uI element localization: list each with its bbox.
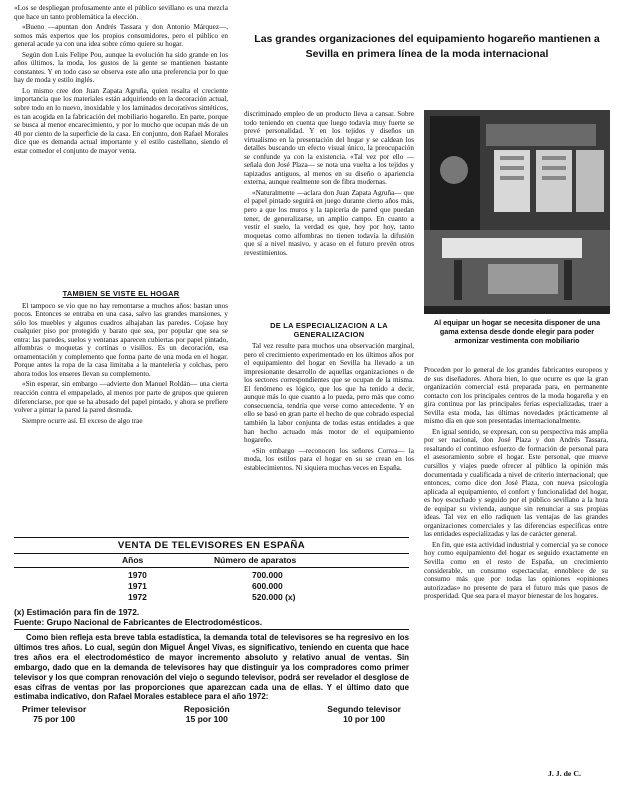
row-year: 1972 bbox=[128, 592, 147, 602]
breakdown-item bbox=[327, 704, 401, 724]
paragraph: Siempre ocurre así. El exceso de algo trae bbox=[22, 416, 143, 425]
row-year: 1971 bbox=[128, 581, 147, 591]
author-signature: J. J. de C. bbox=[548, 769, 581, 778]
breakdown-label: Reposición bbox=[183, 704, 230, 715]
breakdown-value: 15 por 100 bbox=[185, 714, 228, 725]
article-column-left-top bbox=[14, 4, 228, 157]
paragraph: «Bueno —apuntan don Andrés Tassara y don Antonio Márquez—, somos más expertos que los propios consumidores, pero el público en general acude ya con una idea sobre cómo quiere su hogar. bbox=[14, 23, 228, 49]
breakdown-label: Primer televisor bbox=[22, 704, 87, 715]
breakdown-value: 10 por 100 bbox=[343, 714, 386, 725]
row-year: 1970 bbox=[128, 570, 147, 580]
article-column-right bbox=[424, 366, 608, 603]
tv-table-header bbox=[14, 554, 409, 568]
paragraph: En igual sentido, se expresan, con su perspectiva más amplia por ser nacional, don José Plaza y don Andrés Tassara, resaltando el continuo esfuerzo de formación de personal para el asesoramiento sobre el hogar. Este personal, que mueve cursillos y viajes puede ofrecer al público la opinión más documentada y cualificada a nivel de criterio internacional; que entonces, como dice don José Plaza, con nueva psicología aplicada al equipamiento, el confort y funcionalidad del hogar, es hoy escuchado y seguido por el público sevillano a la hora de equipar su vivienda, aunque sin renunciar a sus propias ideas. Tal vez en ello radiquen las ventajas de las grandes organizaciones comerciales y las diferencias específicas entre las entidades especializadas y las de carácter general. bbox=[424, 427, 608, 539]
section-heading: TAMBIEN SE VISTE EL HOGAR bbox=[62, 289, 180, 298]
section-heading: GENERALIZACION bbox=[293, 329, 365, 339]
row-units: 700.000 bbox=[252, 570, 283, 580]
paragraph: «Sin embargo —reconocen los señores Correa— la moda, los estilos para el hogar en su se crean en los establecimientos. Ni siquiera muchas veces en España. bbox=[244, 446, 414, 472]
showroom-photo-icon bbox=[424, 110, 610, 314]
tv-table-title: VENTA DE TELEVISORES EN ESPAÑA bbox=[14, 537, 409, 554]
headline: Las grandes organizaciones del equipamiento hogareño mantienen a Sevilla en primera línea de la moda internacional bbox=[254, 33, 600, 60]
tv-breakdown bbox=[14, 704, 409, 724]
article-column-middle-bottom bbox=[244, 318, 414, 474]
paragraph: discriminado empleo de un producto lleva a cansar. Sobre todo teniendo en cuenta que luego todavía muy fuerte se prevé personalidad. Y en los tejidos y diseños un virtualismo en la presentación del hogar y se caldean los detalles buscando un efecto visual único, la preocupación se confunde ya con la existencia. «Tal vez por ello —señala don José Plaza— se nota una vuelta a los tejidos y tapizados antiguos, al menos en su diseño o apariencia externa, aunque realmente son de fibra modernas. bbox=[244, 110, 414, 187]
breakdown-label: Segundo televisor bbox=[327, 704, 401, 715]
photo-caption: Al equipar un hogar se necesita disponer de una gama extensa desde donde elegir para poder armonizar vestimenta con mobiliario bbox=[433, 318, 601, 345]
paragraph: «Los se despliegan profusamente ante el público sevillano es una mezcla que hace un tanto problemática la elección. bbox=[14, 4, 228, 21]
article-photo bbox=[424, 110, 610, 314]
article-column-middle-top bbox=[244, 110, 414, 259]
tv-commentary: Como bien refleja esta breve tabla estadística, la demanda total de televisores se ha regresivo en los últimos tres años. Lo cual, según don Miguel Ángel Vivas, es significativo, teniendo en cuenta que hace tres años era el electrodoméstico de mayor incremento absoluto y relativo anual de ventas. Sin embargo, dado que en la demanda de televisores hay que distinguir ya los compradores como primer televisor y los que compran renovación del viejo o segundo televisor, podrá ser revelador el desglose de esas cifras de ventas por las proporciones que aparezcan cada una de ellas. Y el último dato que estimaba indicativo, don Rafael Morales establece para el año 1972: bbox=[14, 633, 409, 702]
table-row bbox=[14, 570, 409, 581]
tv-sales-box bbox=[14, 537, 409, 724]
paragraph: «Sin esperar, sin embargo —advierte don Manuel Roldán— una cierta reacción contra el empapelado, al menos por parte de grupos que quieren diferenciarse, por que se ha abusado del papel pintado, y ahora se prefiere volver a pintar la pared la pared desnuda. bbox=[14, 380, 228, 415]
estimate-note: (x) Estimación para fin de 1972. bbox=[14, 607, 140, 617]
source-note: Fuente: Grupo Nacional de Fabricantes de Electrodomésticos. bbox=[14, 617, 409, 630]
paragraph: Lo mismo cree don Juan Zapata Agruña, quien resalta el creciente importancia que los materiales están adquiriendo en la decoración actual, sobre todo en lo nuevo, inoxidable y los laminados decorativos sintéticos, es tan acogida en la fabricación del mobiliario hogareño. En parte, porque se busca al menor encarecimiento, y por lo mucho que ocupan más de un 40 por ciento de la superficie de la casa. En conjunto, don Rafael Morales dice que es demanda actual importante y el estilo castellano, siendo el estar comedor el conjunto de mayor venta. bbox=[14, 86, 228, 155]
table-row bbox=[14, 581, 409, 592]
section-heading: DE LA ESPECIALIZACION A LA bbox=[270, 321, 388, 330]
breakdown-item bbox=[184, 704, 230, 724]
article-column-left-bottom bbox=[14, 286, 228, 427]
header-year: Años bbox=[122, 555, 144, 565]
paragraph: «Naturalmente —aclara don Juan Zapata Agruña— que el papel pintado seguirá en juego durante cierto años más, pero a que los muros y la tapicería de pared que puedan tener, de generalizarse, un amplio campo. En cuanto a vestir el suelo, la verdad es que, hoy por hoy, tanto moquetas como alfombras no tienen todavía la difusión que sí a nivel masivo, y acaso en el futuro prevén otros revestimientos. bbox=[244, 188, 414, 257]
row-units: 600.000 bbox=[252, 581, 283, 591]
breakdown-item bbox=[22, 704, 86, 724]
paragraph: En fin, que esta actividad industrial y comercial ya se conoce hoy como equipamiento del hogar es seguido exactamente en Sevilla como en el resto de España, un crecimiento considerable, un consumo espectacular, ennoblece de su consumo más que por todas las opiniones «opiniones autorizadas» no presente de para el futuro más que pasos de prosperidad. Que sea para el mayor bienestar de los hogares. bbox=[424, 540, 608, 601]
header-units: Número de aparatos bbox=[214, 555, 297, 565]
paragraph: El tampoco se vio que no hay remontarse a muchos años: bastan unos pocos. Entonces se entraba en una casa, salvo las grandes mansiones, y sólo los muebles y algunos cuadros alhajaban las paredes. Cojase hoy cualquier piso por protegido y barato que sea, por popular que sea se entra: las paredes, suelos y ventanas aparecen cubiertas por papel pintado, alfombras o moquetas y cortinas o visillos. Es un decoración, esa ornamentación y complemento que forma parte de una moda en el hogar. Porque antes la ropa de la casa limitaba a la mantelería y colchas, pero ahora todos los enseres llevan su complemento. bbox=[14, 301, 228, 378]
paragraph: Según don Luis Felipe Pou, aunque la evolución ha sido grande en los años últimos, la moda, los gustos de la gente se mantienen bastante constantes. Y en todo caso se observa este año una preferencia por lo que hay de moda y estilo inglés. bbox=[14, 50, 228, 85]
paragraph: Proceden por lo general de los grandes fabricantes europeos y de sus diseñadores. Ahora bien, lo que ocurre es que la gran organización comercial está preparada para, en permanente contacto con los principales centros de la moda hogareña y en gira continua por las principales ferias especializadas, traer a Sevilla esta moda, las últimas novedades prácticamente al mismo día en que son presentadas internacionalmente. bbox=[424, 366, 608, 426]
table-row bbox=[14, 592, 409, 603]
paragraph: Tal vez resulte para muchos una observación marginal, pero el crecimiento experimentado en los últimos años por el equipamiento del hogar en Sevilla ha llevado a un impresionante desarrollo de aquellas organizaciones o de los sectores correspondientes que se ocupan de la misma. El fenómeno es lógico, que los que ha tenido a decir, aunque más lo que cuanto a lo pueda, pero más que como consecuencia, tendría que verse como antecedente. Y en ello se basó en gran parte el hecho de que cobrado especial también la labor conjunta de todas estas entidades a que han hecho actuado más motor de el equipamiento hogareño. bbox=[244, 342, 414, 445]
breakdown-value: 75 por 100 bbox=[33, 714, 76, 725]
row-units: 520.000 (x) bbox=[252, 592, 296, 602]
